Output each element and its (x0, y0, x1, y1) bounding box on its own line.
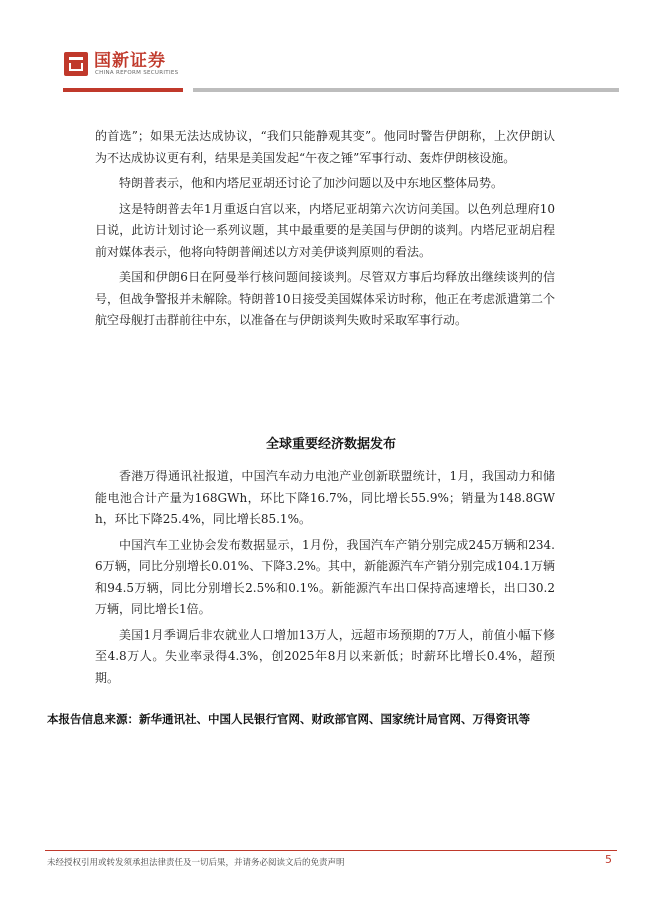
footer-disclaimer: 未经授权引用或转发须承担法律责任及一切后果，并请务必阅读文后的免责声明 (47, 858, 345, 868)
paragraph: 特朗普表示，他和内塔尼亚胡还讨论了加沙问题以及中东地区整体局势。 (119, 176, 504, 190)
page-number: 5 (605, 853, 612, 866)
footer-divider (45, 850, 617, 851)
section-title: 全球重要经济数据发布 (265, 437, 396, 452)
information-source: 本报告信息来源：新华通讯社、中国人民银行官网、财政部官网、国家统计局官网、万得资讯等 (47, 712, 530, 726)
article-body (95, 126, 555, 336)
company-logo (64, 52, 204, 80)
paragraph: 的首选”；如果无法达成协议，“我们只能静观其变”。他同时警告伊朗称，上次伊朗认为不达成协议更有利，结果是美国发起“午夜之锤”军事行动、轰炸伊朗核设施。 (95, 129, 555, 165)
header-divider-bar (193, 88, 619, 92)
logo-name-en: CHINA REFORM SECURITIES (95, 70, 179, 76)
logo-mark-icon (64, 52, 88, 76)
header-accent-bar (63, 88, 183, 92)
paragraph: 这是特朗普去年1月重返白宫以来，内塔尼亚胡第六次访问美国。以色列总理府10日说，此访计划讨论一系列议题，其中最重要的是美国与伊朗的谈判。内塔尼亚胡启程前对媒体表示，他将向特朗普阐述以方对美伊谈判原则的看法。 (95, 201, 555, 259)
logo-name-cn: 国新证券 (94, 51, 166, 71)
section-body (95, 466, 555, 693)
paragraph: 美国1月季调后非农就业人口增加13万人，远超市场预期的7万人，前值小幅下修至4.8万人。失业率录得4.3%，创2025年8月以来新低；时薪环比增长0.4%，超预期。 (95, 627, 555, 685)
page-header (0, 0, 662, 100)
paragraph: 香港万得通讯社报道，中国汽车动力电池产业创新联盟统计，1月，我国动力和储能电池合计产量为168GWh，环比下降16.7%，同比增长55.9%；销量为148.8GWh，环比下降25.4%，同比增长85.1%。 (95, 469, 555, 526)
paragraph: 中国汽车工业协会发布数据显示，1月份，我国汽车产销分别完成245万辆和234.6万辆，同比分别增长0.01%、下降3.2%。其中，新能源汽车产销分别完成104.1万辆和94.5万辆，同比分别增长2.5%和0.1%。新能源汽车出口保持高速增长，出口30.2万辆，同比增长1倍。 (95, 537, 555, 616)
paragraph: 美国和伊朗6日在阿曼举行核问题间接谈判。尽管双方事后均释放出继续谈判的信号，但战争警报并未解除。特朗普10日接受美国媒体采访时称，他正在考虑派遣第二个航空母舰打击群前往中东，以准备在与伊朗谈判失败时采取军事行动。 (95, 270, 555, 327)
